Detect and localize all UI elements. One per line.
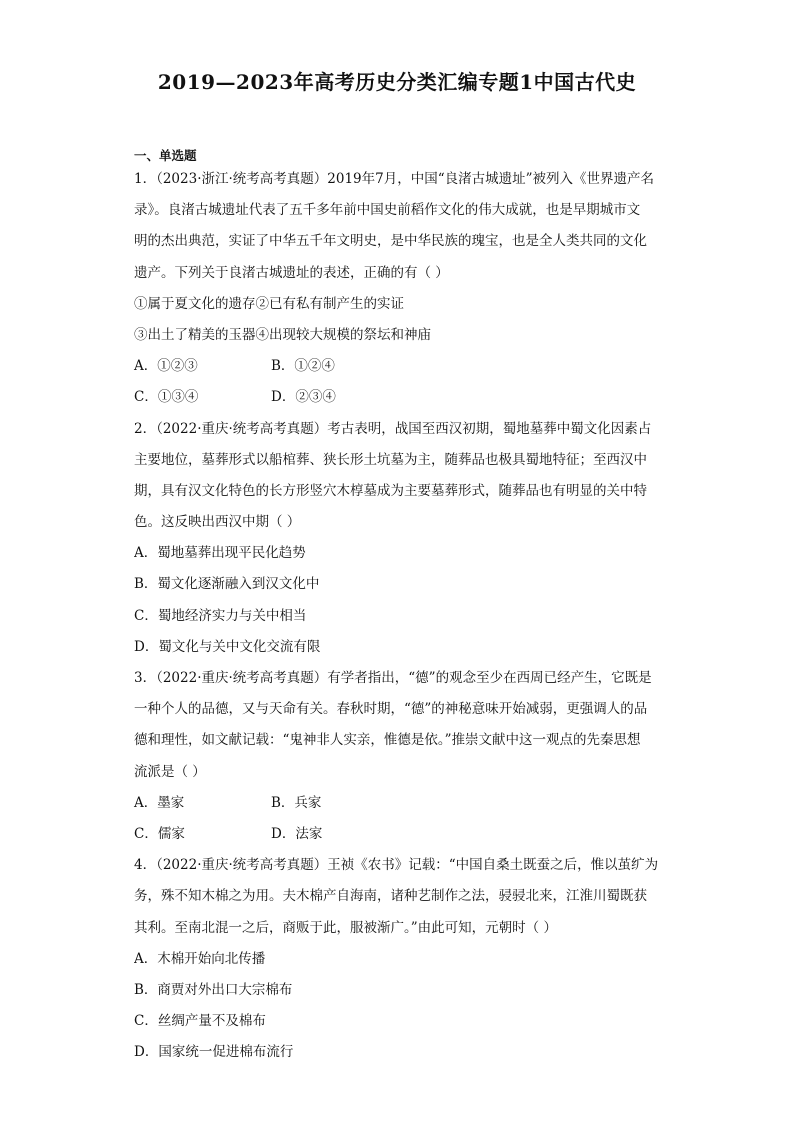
- option-c: C．儒家: [134, 825, 185, 842]
- question-text-line: 1．（2023·浙江·统考高考真题）2019年7月，中国“良渚古城遗址”被列入《世界遗产名: [134, 171, 655, 187]
- question-2: [134, 420, 662, 670]
- question-text-line: 4．（2022·重庆·统考高考真题）王祯《农书》记载：“中国自桑土既蚕之后，惟以茧纩为: [134, 857, 659, 874]
- question-text-line: 录》。良渚古城遗址代表了五千多年前中国史前稻作文化的伟大成就，也是早期城市文: [134, 202, 641, 219]
- page-title: 2019—2023年高考历史分类汇编专题1中国古代史: [157, 70, 637, 94]
- option-b: B．兵家: [271, 794, 322, 811]
- option-b: B．蜀文化逐渐融入到汉文化中: [134, 576, 320, 593]
- question-text-line: 其利。至南北混一之后，商贩于此，服被渐广。”由此可知，元朝时（ ）: [134, 919, 557, 936]
- question-text-line: 期，具有汉文化特色的长方形竖穴木椁墓成为主要墓葬形式，随葬品也有明显的关中特: [134, 482, 647, 499]
- option-a: A．①②③: [134, 358, 198, 375]
- option-a: A．墨家: [134, 794, 185, 811]
- option-a: A．蜀地墓葬出现平民化趋势: [134, 545, 306, 562]
- question-text-line: 主要地位，墓葬形式以船棺葬、狭长形土坑墓为主，随葬品也极具蜀地特征；至西汉中: [134, 451, 647, 468]
- question-text-line: 一种个人的品德，又与天命有关。春秋时期，“德”的神秘意味开始减弱，更强调人的品: [134, 701, 648, 718]
- question-text-line: 流派是（ ）: [134, 763, 206, 780]
- option-d: D．②③④: [271, 389, 336, 406]
- option-row: [134, 825, 662, 856]
- question-list: [134, 170, 662, 1074]
- option-d: D．蜀文化与关中文化交流有限: [134, 638, 321, 655]
- option-c: C．①③④: [134, 389, 199, 406]
- option-row: [134, 794, 662, 825]
- question-text-line: 2．（2022·重庆·统考高考真题）考古表明，战国至西汉初期，蜀地墓葬中蜀文化因素占: [134, 420, 652, 437]
- question-text-line: 色。这反映出西汉中期（ ）: [134, 514, 301, 531]
- question-text-line: 明的杰出典范，实证了中华五千年文明史，是中华民族的瑰宝，也是全人类共同的文化: [134, 233, 647, 250]
- question-3: [134, 669, 662, 856]
- question-text-line: 遗产。下列关于良渚古城遗址的表述，正确的有（ ）: [134, 264, 449, 281]
- section-heading: 一、单选题: [134, 148, 197, 163]
- option-row: [134, 357, 662, 388]
- question-1: [134, 170, 662, 420]
- statement-line: ③出土了精美的玉器④出现较大规模的祭坛和神庙: [134, 326, 431, 343]
- statement-line: ①属于夏文化的遗存②已有私有制产生的实证: [134, 295, 404, 312]
- option-row: [134, 388, 662, 419]
- option-a: A．木棉开始向北传播: [134, 950, 266, 967]
- question-text-line: 德和理性，如文献记载：“鬼神非人实亲，惟德是依。”推崇文献中这一观点的先秦思想: [134, 732, 641, 749]
- option-b: B．①②④: [271, 358, 335, 375]
- option-c: C．丝绸产量不及棉布: [134, 1013, 266, 1030]
- question-4: [134, 856, 662, 1074]
- option-d: D．国家统一促进棉布流行: [134, 1044, 294, 1061]
- option-c: C．蜀地经济实力与关中相当: [134, 607, 307, 624]
- question-text-line: 务，殊不知木棉之为用。夫木棉产自海南，诸种艺制作之法，骎骎北来，江淮川蜀既获: [134, 888, 647, 905]
- option-d: D．法家: [271, 825, 323, 842]
- option-b: B．商贾对外出口大宗棉布: [134, 981, 293, 998]
- question-text-line: 3．（2022·重庆·统考高考真题）有学者指出，“德”的观念至少在西周已经产生，它既是: [134, 670, 652, 686]
